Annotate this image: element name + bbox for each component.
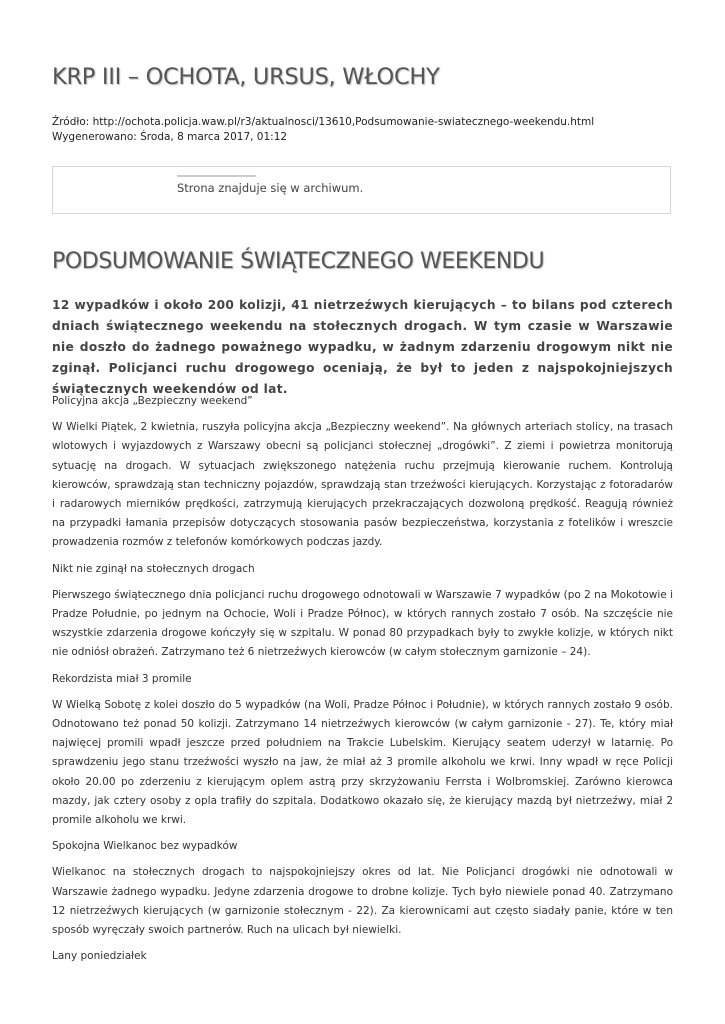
section-body-rekordzista: W Wielką Sobotę z kolei doszło do 5 wypadków (na Woli, Pradze Północ i Południe), w których rannych zostało 9 osób. Odnotowano też ponad 50 kolizji. Zatrzymano 14 nietrzeźwych kierowców (w całym garnizonie - 27). Te, który miał najwięcej promili wpadł jeszcze przed południem na Trakcie Lubelskim. Kierujący seatem uderzył w latarnię. Po sprawdzeniu jego stanu trzeźwości wyszło na jaw, że miał aż 3 promile alkoholu we krwi. Inny wpadł w ręce Policji około 20.00 po zderzeniu z kierującym oplem astrą przy skrzyżowaniu Ferrsta i Wolbromskiej. Zarówno kierowca mazdy, jak cztery osoby z opla trafiły do szpitala. Dodatkowo okazało się, że kierujący mazdą był nietrzeźwy, miał 2 promile alkoholu we krwi. bbox=[52, 698, 673, 827]
article-title: PODSUMOWANIE ŚWIĄTECZNEGO WEEKENDU bbox=[52, 249, 545, 274]
source-url[interactable]: Źródło: http://ochota.policja.waw.pl/r3/aktualnosci/13610,Podsumowanie-swiatecznego-weekendu.html bbox=[52, 116, 595, 128]
source-meta bbox=[52, 115, 594, 145]
section-heading-nikt-nie-zginal: Nikt nie zginął na stołecznych drogach bbox=[52, 562, 255, 575]
section-heading-bezpieczny-weekend: Policyjna akcja „Bezpieczny weekend” bbox=[52, 395, 253, 407]
article-content bbox=[52, 392, 673, 966]
site-title: KRP III – OCHOTA, URSUS, WŁOCHY bbox=[52, 64, 440, 90]
section-body-nikt-nie-zginal: Pierwszego świątecznego dnia policjanci ruchu drogowego odnotowali w Warszawie 7 wypadków (po 2 na Mokotowie i Pradze Południe, po jednym na Ochocie, Woli i Pradze Północ), w których rannych zostało 7 osób. Na szczęście nie wszystkie zdarzenia drogowe kończyły się w szpitalu. W ponad 80 przypadkach były to zwykłe kolizje, w których nikt nie odniósł obrażeń. Zatrzymano też 6 nietrzeźwych kierowców (w całym stołecznym garnizonie – 24). bbox=[52, 588, 673, 659]
archive-notice: Strona znajduje się w archiwum. bbox=[177, 181, 364, 195]
article-lead: 12 wypadków i około 200 kolizji, 41 nietrzeźwych kierujących – to bilans pod czterech dniach świątecznego weekendu na stołecznych drogach. W tym czasie w Warszawie nie doszło do żadnego poważnego wypadku, w żadnym zdarzeniu drogowym nikt nie zginął. Policjanci ruchu drogowego oceniają, że był to jeden z najspokojniejszych świątecznych weekendów od lat. bbox=[52, 298, 673, 396]
section-heading-lany-poniedzialek: Lany poniedziałek bbox=[52, 950, 147, 963]
archive-notice-bar bbox=[177, 175, 256, 177]
section-body-bezpieczny-weekend: W Wielki Piątek, 2 kwietnia, ruszyła policyjna akcja „Bezpieczny weekend”. Na głównych arteriach stolicy, na trasach wlotowych i wyjazdowych z Warszawy obecni są policjanci stołecznej „drogówki”. Z ziemi i powietrza monitorują sytuację na drogach. W sytuacjach zwiększonego natężenia ruchu przejmują kierowanie ruchem. Kontrolują kierowców, sprawdzają stan techniczny pojazdów, sprawdzają stan trzeźwości kierujących. Korzystając z fotoradarów i radarowych mierników prędkości, zatrzymują kierujących przekraczających dozwoloną prędkość. Reagują również na przypadki łamania przepisów dotyczących stosowania pasów bezpieczeństwa, korzystania z fotelików i wreszcie prowadzenia rozmów z telefonów komórkowych podczas jazdy. bbox=[52, 421, 673, 549]
generated-date: Wygenerowano: Środa, 8 marca 2017, 01:12 bbox=[52, 131, 288, 143]
section-heading-spokojna-wielkanoc: Spokojna Wielkanoc bez wypadków bbox=[52, 840, 238, 853]
section-body-spokojna-wielkanoc: Wielkanoc na stołecznych drogach to najspokojniejszy okres od lat. Nie Policjanci drogówki nie odnotowali w Warszawie żadnego wypadku. Jedyne zdarzenia drogowe to drobne kolizje. Tych było niewiele ponad 40. Zatrzymano 12 nietrzeźwych kierujących (w garnizonie stołecznym - 22). Za kierownicami aut często siadały panie, które w ten sposób wyręczały swoich partnerów. Ruch na ulicach był niewielki. bbox=[52, 866, 673, 937]
archive-notice-box bbox=[52, 166, 671, 214]
section-heading-rekordzista: Rekordzista miał 3 promile bbox=[52, 672, 192, 685]
